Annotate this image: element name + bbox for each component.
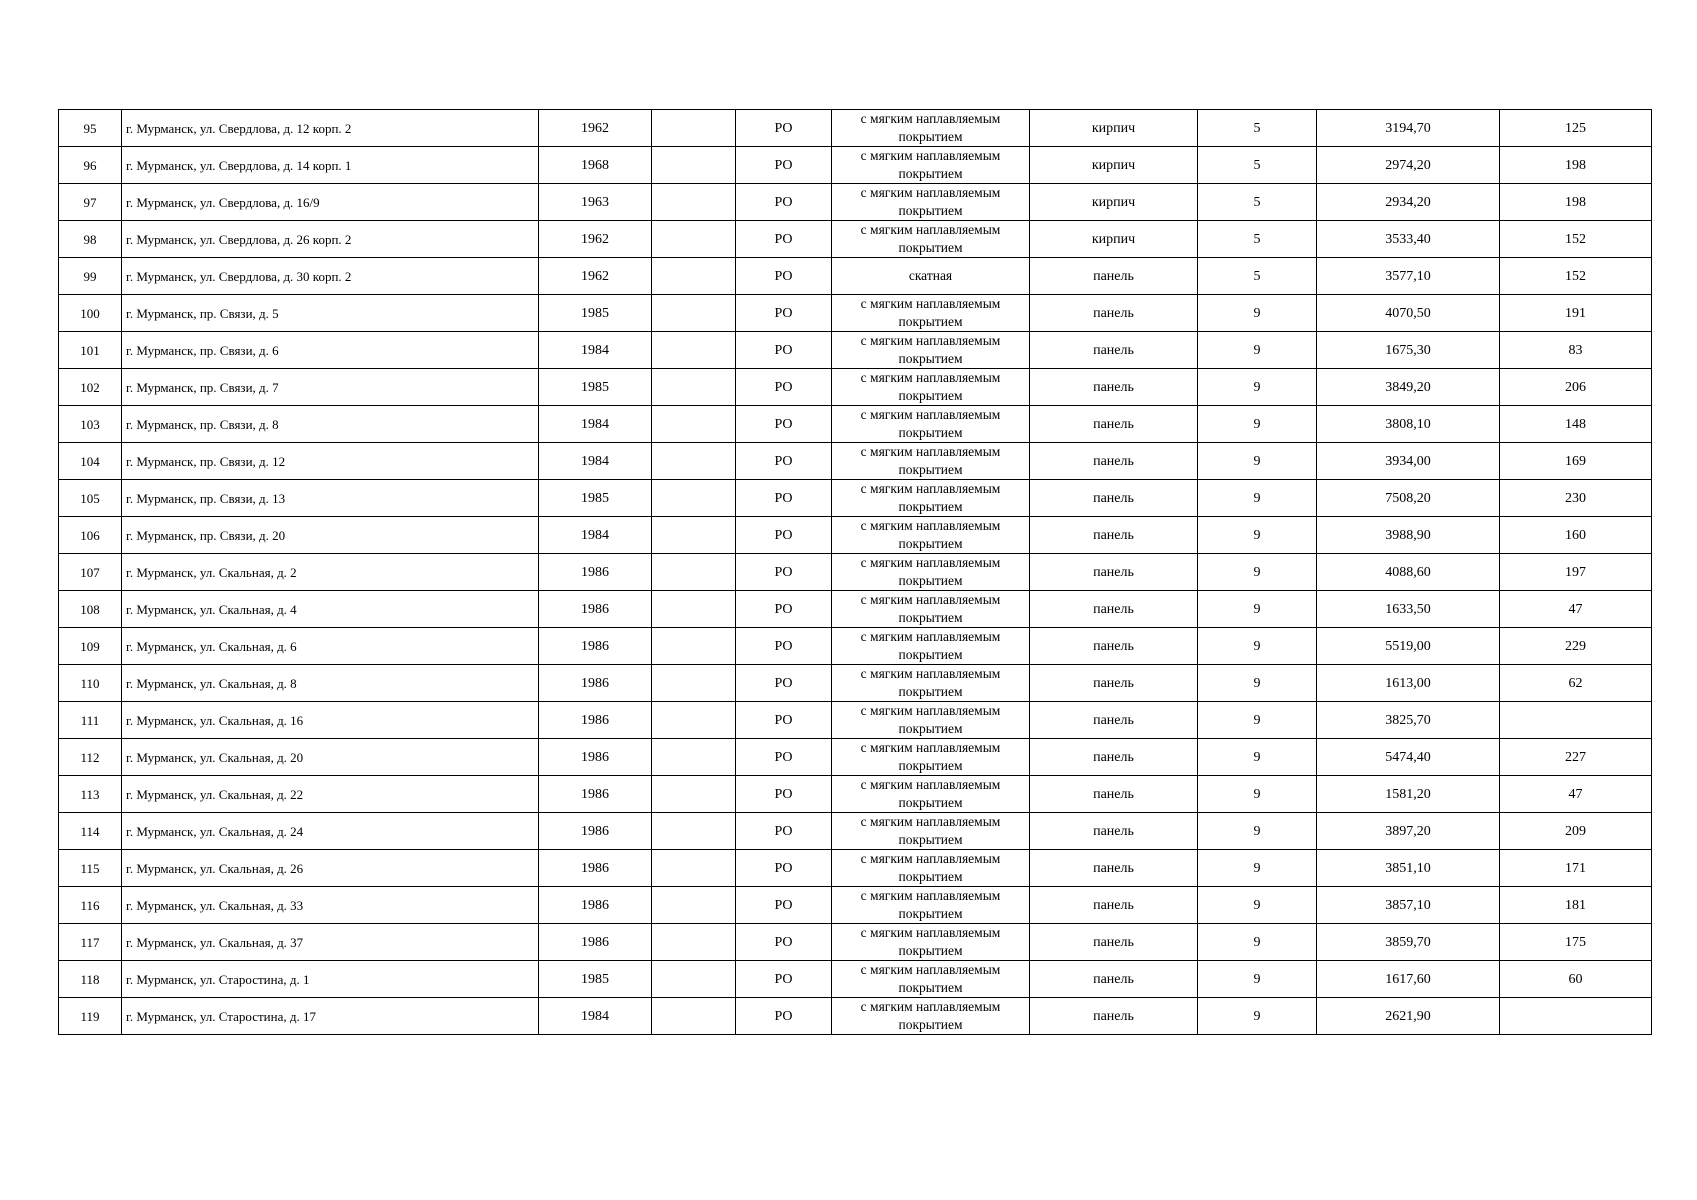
cell-row-number: 104 [59, 443, 122, 480]
cell-row-number: 108 [59, 591, 122, 628]
cell-year: 1986 [539, 887, 652, 924]
cell-code: РО [736, 332, 832, 369]
cell-count: 206 [1500, 369, 1652, 406]
cell-roof-type: с мягким наплавляемым покрытием [832, 147, 1030, 184]
cell-roof-type: с мягким наплавляемым покрытием [832, 961, 1030, 998]
table-row [59, 221, 1652, 258]
cell-count: 148 [1500, 406, 1652, 443]
cell-row-number: 95 [59, 110, 122, 147]
cell-wall-material: панель [1030, 924, 1198, 961]
cell-area: 1617,60 [1317, 961, 1500, 998]
cell-code: РО [736, 924, 832, 961]
cell-count: 227 [1500, 739, 1652, 776]
cell-area: 2621,90 [1317, 998, 1500, 1035]
cell-code: РО [736, 998, 832, 1035]
cell-count: 152 [1500, 258, 1652, 295]
cell-wall-material: панель [1030, 850, 1198, 887]
cell-area: 2934,20 [1317, 184, 1500, 221]
cell-wall-material: панель [1030, 295, 1198, 332]
cell-roof-type: с мягким наплавляемым покрытием [832, 443, 1030, 480]
cell-roof-type: с мягким наплавляемым покрытием [832, 665, 1030, 702]
cell-roof-type: с мягким наплавляемым покрытием [832, 702, 1030, 739]
cell-empty [652, 517, 736, 554]
cell-count: 198 [1500, 184, 1652, 221]
table-row [59, 147, 1652, 184]
housing-table [58, 109, 1652, 1035]
cell-empty [652, 628, 736, 665]
cell-empty [652, 961, 736, 998]
cell-floors: 9 [1198, 480, 1317, 517]
cell-count: 198 [1500, 147, 1652, 184]
cell-floors: 9 [1198, 813, 1317, 850]
cell-address: г. Мурманск, пр. Связи, д. 8 [122, 406, 539, 443]
cell-floors: 9 [1198, 406, 1317, 443]
cell-area: 4070,50 [1317, 295, 1500, 332]
cell-row-number: 110 [59, 665, 122, 702]
cell-wall-material: панель [1030, 443, 1198, 480]
cell-year: 1985 [539, 295, 652, 332]
table-row [59, 110, 1652, 147]
cell-floors: 9 [1198, 924, 1317, 961]
cell-area: 7508,20 [1317, 480, 1500, 517]
cell-empty [652, 776, 736, 813]
cell-code: РО [736, 850, 832, 887]
cell-area: 2974,20 [1317, 147, 1500, 184]
cell-count [1500, 998, 1652, 1035]
cell-year: 1985 [539, 961, 652, 998]
cell-year: 1984 [539, 443, 652, 480]
cell-empty [652, 554, 736, 591]
table-row [59, 998, 1652, 1035]
cell-year: 1986 [539, 739, 652, 776]
cell-wall-material: панель [1030, 665, 1198, 702]
cell-roof-type: с мягким наплавляемым покрытием [832, 887, 1030, 924]
cell-empty [652, 332, 736, 369]
cell-count: 60 [1500, 961, 1652, 998]
cell-floors: 9 [1198, 665, 1317, 702]
cell-count: 47 [1500, 591, 1652, 628]
cell-count: 229 [1500, 628, 1652, 665]
cell-empty [652, 850, 736, 887]
cell-row-number: 109 [59, 628, 122, 665]
cell-roof-type: с мягким наплавляемым покрытием [832, 554, 1030, 591]
cell-wall-material: панель [1030, 776, 1198, 813]
cell-year: 1986 [539, 591, 652, 628]
table-row [59, 517, 1652, 554]
cell-address: г. Мурманск, ул. Скальная, д. 33 [122, 887, 539, 924]
cell-area: 1675,30 [1317, 332, 1500, 369]
cell-address: г. Мурманск, ул. Скальная, д. 2 [122, 554, 539, 591]
cell-code: РО [736, 369, 832, 406]
cell-floors: 9 [1198, 961, 1317, 998]
cell-floors: 9 [1198, 850, 1317, 887]
cell-code: РО [736, 776, 832, 813]
cell-roof-type: с мягким наплавляемым покрытием [832, 813, 1030, 850]
cell-row-number: 119 [59, 998, 122, 1035]
cell-area: 5519,00 [1317, 628, 1500, 665]
cell-row-number: 116 [59, 887, 122, 924]
cell-empty [652, 665, 736, 702]
cell-roof-type: с мягким наплавляемым покрытием [832, 184, 1030, 221]
cell-address: г. Мурманск, ул. Свердлова, д. 26 корп. 2 [122, 221, 539, 258]
cell-code: РО [736, 110, 832, 147]
cell-wall-material: панель [1030, 554, 1198, 591]
cell-year: 1985 [539, 369, 652, 406]
cell-year: 1986 [539, 850, 652, 887]
cell-empty [652, 221, 736, 258]
cell-count: 125 [1500, 110, 1652, 147]
cell-year: 1963 [539, 184, 652, 221]
cell-count: 169 [1500, 443, 1652, 480]
cell-roof-type: с мягким наплавляемым покрытием [832, 998, 1030, 1035]
cell-wall-material: панель [1030, 517, 1198, 554]
table-row [59, 184, 1652, 221]
cell-address: г. Мурманск, ул. Скальная, д. 4 [122, 591, 539, 628]
cell-year: 1985 [539, 480, 652, 517]
cell-year: 1968 [539, 147, 652, 184]
cell-empty [652, 147, 736, 184]
cell-wall-material: панель [1030, 998, 1198, 1035]
cell-roof-type: с мягким наплавляемым покрытием [832, 406, 1030, 443]
cell-area: 1633,50 [1317, 591, 1500, 628]
cell-roof-type: с мягким наплавляемым покрытием [832, 591, 1030, 628]
cell-area: 1581,20 [1317, 776, 1500, 813]
cell-code: РО [736, 221, 832, 258]
cell-address: г. Мурманск, ул. Скальная, д. 8 [122, 665, 539, 702]
cell-address: г. Мурманск, пр. Связи, д. 7 [122, 369, 539, 406]
cell-address: г. Мурманск, ул. Старостина, д. 17 [122, 998, 539, 1035]
cell-area: 3851,10 [1317, 850, 1500, 887]
table-row [59, 628, 1652, 665]
cell-wall-material: панель [1030, 332, 1198, 369]
cell-wall-material: панель [1030, 813, 1198, 850]
cell-code: РО [736, 961, 832, 998]
cell-roof-type: с мягким наплавляемым покрытием [832, 221, 1030, 258]
cell-wall-material: панель [1030, 258, 1198, 295]
cell-floors: 5 [1198, 258, 1317, 295]
cell-area: 3194,70 [1317, 110, 1500, 147]
cell-count: 181 [1500, 887, 1652, 924]
cell-row-number: 98 [59, 221, 122, 258]
cell-row-number: 99 [59, 258, 122, 295]
cell-year: 1984 [539, 517, 652, 554]
cell-year: 1984 [539, 406, 652, 443]
cell-year: 1986 [539, 702, 652, 739]
cell-count: 230 [1500, 480, 1652, 517]
table-row [59, 850, 1652, 887]
cell-floors: 5 [1198, 110, 1317, 147]
cell-row-number: 107 [59, 554, 122, 591]
cell-code: РО [736, 147, 832, 184]
cell-empty [652, 258, 736, 295]
cell-address: г. Мурманск, ул. Свердлова, д. 12 корп. 2 [122, 110, 539, 147]
cell-address: г. Мурманск, пр. Связи, д. 20 [122, 517, 539, 554]
cell-count: 209 [1500, 813, 1652, 850]
cell-empty [652, 406, 736, 443]
cell-address: г. Мурманск, ул. Скальная, д. 6 [122, 628, 539, 665]
cell-empty [652, 443, 736, 480]
cell-code: РО [736, 184, 832, 221]
cell-count: 191 [1500, 295, 1652, 332]
cell-wall-material: панель [1030, 369, 1198, 406]
cell-code: РО [736, 628, 832, 665]
cell-row-number: 105 [59, 480, 122, 517]
cell-area: 3808,10 [1317, 406, 1500, 443]
cell-empty [652, 813, 736, 850]
cell-row-number: 97 [59, 184, 122, 221]
cell-code: РО [736, 739, 832, 776]
cell-wall-material: кирпич [1030, 184, 1198, 221]
cell-address: г. Мурманск, ул. Скальная, д. 26 [122, 850, 539, 887]
cell-year: 1986 [539, 924, 652, 961]
cell-code: РО [736, 480, 832, 517]
cell-code: РО [736, 295, 832, 332]
cell-empty [652, 591, 736, 628]
cell-address: г. Мурманск, ул. Скальная, д. 24 [122, 813, 539, 850]
cell-area: 3533,40 [1317, 221, 1500, 258]
cell-roof-type: с мягким наплавляемым покрытием [832, 628, 1030, 665]
cell-row-number: 115 [59, 850, 122, 887]
cell-empty [652, 369, 736, 406]
cell-year: 1984 [539, 998, 652, 1035]
cell-empty [652, 702, 736, 739]
cell-wall-material: кирпич [1030, 221, 1198, 258]
cell-address: г. Мурманск, ул. Скальная, д. 37 [122, 924, 539, 961]
cell-address: г. Мурманск, пр. Связи, д. 5 [122, 295, 539, 332]
cell-address: г. Мурманск, ул. Скальная, д. 16 [122, 702, 539, 739]
cell-roof-type: с мягким наплавляемым покрытием [832, 295, 1030, 332]
table-row [59, 776, 1652, 813]
cell-roof-type: с мягким наплавляемым покрытием [832, 110, 1030, 147]
cell-empty [652, 924, 736, 961]
cell-area: 3849,20 [1317, 369, 1500, 406]
cell-roof-type: с мягким наплавляемым покрытием [832, 776, 1030, 813]
cell-empty [652, 998, 736, 1035]
cell-count: 62 [1500, 665, 1652, 702]
cell-area: 3988,90 [1317, 517, 1500, 554]
cell-floors: 9 [1198, 998, 1317, 1035]
cell-area: 1613,00 [1317, 665, 1500, 702]
cell-code: РО [736, 443, 832, 480]
cell-floors: 9 [1198, 887, 1317, 924]
cell-count [1500, 702, 1652, 739]
cell-wall-material: панель [1030, 702, 1198, 739]
cell-empty [652, 184, 736, 221]
cell-area: 3859,70 [1317, 924, 1500, 961]
cell-code: РО [736, 258, 832, 295]
cell-year: 1962 [539, 221, 652, 258]
cell-year: 1986 [539, 628, 652, 665]
cell-area: 3934,00 [1317, 443, 1500, 480]
table-row [59, 295, 1652, 332]
cell-floors: 9 [1198, 554, 1317, 591]
table-row [59, 369, 1652, 406]
cell-address: г. Мурманск, ул. Свердлова, д. 30 корп. 2 [122, 258, 539, 295]
cell-address: г. Мурманск, ул. Старостина, д. 1 [122, 961, 539, 998]
cell-count: 197 [1500, 554, 1652, 591]
cell-row-number: 101 [59, 332, 122, 369]
cell-wall-material: панель [1030, 887, 1198, 924]
cell-wall-material: кирпич [1030, 110, 1198, 147]
table-row [59, 887, 1652, 924]
table-row [59, 591, 1652, 628]
cell-wall-material: панель [1030, 406, 1198, 443]
cell-floors: 9 [1198, 332, 1317, 369]
cell-empty [652, 887, 736, 924]
cell-code: РО [736, 517, 832, 554]
table-row [59, 813, 1652, 850]
cell-wall-material: панель [1030, 480, 1198, 517]
cell-year: 1962 [539, 258, 652, 295]
cell-wall-material: панель [1030, 628, 1198, 665]
cell-code: РО [736, 813, 832, 850]
cell-year: 1986 [539, 776, 652, 813]
cell-row-number: 113 [59, 776, 122, 813]
cell-count: 83 [1500, 332, 1652, 369]
cell-roof-type: с мягким наплавляемым покрытием [832, 517, 1030, 554]
cell-area: 4088,60 [1317, 554, 1500, 591]
cell-year: 1986 [539, 813, 652, 850]
table-row [59, 406, 1652, 443]
cell-roof-type: с мягким наплавляемым покрытием [832, 369, 1030, 406]
cell-row-number: 111 [59, 702, 122, 739]
cell-count: 171 [1500, 850, 1652, 887]
cell-empty [652, 110, 736, 147]
cell-count: 152 [1500, 221, 1652, 258]
cell-area: 3577,10 [1317, 258, 1500, 295]
cell-empty [652, 739, 736, 776]
cell-year: 1984 [539, 332, 652, 369]
cell-address: г. Мурманск, ул. Скальная, д. 22 [122, 776, 539, 813]
cell-area: 5474,40 [1317, 739, 1500, 776]
cell-address: г. Мурманск, ул. Свердлова, д. 14 корп. 1 [122, 147, 539, 184]
table-row [59, 480, 1652, 517]
cell-row-number: 102 [59, 369, 122, 406]
cell-code: РО [736, 887, 832, 924]
cell-row-number: 114 [59, 813, 122, 850]
table-row [59, 961, 1652, 998]
table-body [59, 110, 1652, 1035]
cell-code: РО [736, 702, 832, 739]
cell-floors: 9 [1198, 369, 1317, 406]
cell-code: РО [736, 665, 832, 702]
cell-code: РО [736, 406, 832, 443]
cell-floors: 9 [1198, 295, 1317, 332]
table-row [59, 924, 1652, 961]
cell-count: 160 [1500, 517, 1652, 554]
cell-roof-type: с мягким наплавляемым покрытием [832, 739, 1030, 776]
cell-year: 1962 [539, 110, 652, 147]
cell-address: г. Мурманск, ул. Свердлова, д. 16/9 [122, 184, 539, 221]
cell-year: 1986 [539, 665, 652, 702]
cell-floors: 9 [1198, 591, 1317, 628]
cell-code: РО [736, 554, 832, 591]
cell-area: 3897,20 [1317, 813, 1500, 850]
cell-empty [652, 480, 736, 517]
cell-roof-type: с мягким наплавляемым покрытием [832, 480, 1030, 517]
cell-area: 3825,70 [1317, 702, 1500, 739]
cell-roof-type: с мягким наплавляемым покрытием [832, 332, 1030, 369]
cell-floors: 9 [1198, 628, 1317, 665]
cell-floors: 9 [1198, 739, 1317, 776]
cell-row-number: 106 [59, 517, 122, 554]
cell-row-number: 100 [59, 295, 122, 332]
table-row [59, 332, 1652, 369]
cell-row-number: 96 [59, 147, 122, 184]
table-row [59, 702, 1652, 739]
cell-address: г. Мурманск, ул. Скальная, д. 20 [122, 739, 539, 776]
cell-wall-material: панель [1030, 591, 1198, 628]
cell-row-number: 117 [59, 924, 122, 961]
cell-wall-material: панель [1030, 739, 1198, 776]
cell-address: г. Мурманск, пр. Связи, д. 6 [122, 332, 539, 369]
cell-row-number: 118 [59, 961, 122, 998]
cell-roof-type: с мягким наплавляемым покрытием [832, 924, 1030, 961]
cell-floors: 9 [1198, 702, 1317, 739]
cell-row-number: 112 [59, 739, 122, 776]
table-row [59, 739, 1652, 776]
cell-code: РО [736, 591, 832, 628]
cell-area: 3857,10 [1317, 887, 1500, 924]
cell-year: 1986 [539, 554, 652, 591]
table-row [59, 443, 1652, 480]
cell-count: 47 [1500, 776, 1652, 813]
cell-floors: 9 [1198, 776, 1317, 813]
table-row [59, 258, 1652, 295]
cell-floors: 5 [1198, 221, 1317, 258]
cell-count: 175 [1500, 924, 1652, 961]
cell-floors: 5 [1198, 147, 1317, 184]
cell-roof-type: скатная [832, 258, 1030, 295]
cell-empty [652, 295, 736, 332]
cell-address: г. Мурманск, пр. Связи, д. 13 [122, 480, 539, 517]
cell-roof-type: с мягким наплавляемым покрытием [832, 850, 1030, 887]
table-row [59, 554, 1652, 591]
table-row [59, 665, 1652, 702]
cell-address: г. Мурманск, пр. Связи, д. 12 [122, 443, 539, 480]
cell-row-number: 103 [59, 406, 122, 443]
cell-floors: 5 [1198, 184, 1317, 221]
cell-wall-material: панель [1030, 961, 1198, 998]
cell-floors: 9 [1198, 517, 1317, 554]
cell-floors: 9 [1198, 443, 1317, 480]
cell-wall-material: кирпич [1030, 147, 1198, 184]
